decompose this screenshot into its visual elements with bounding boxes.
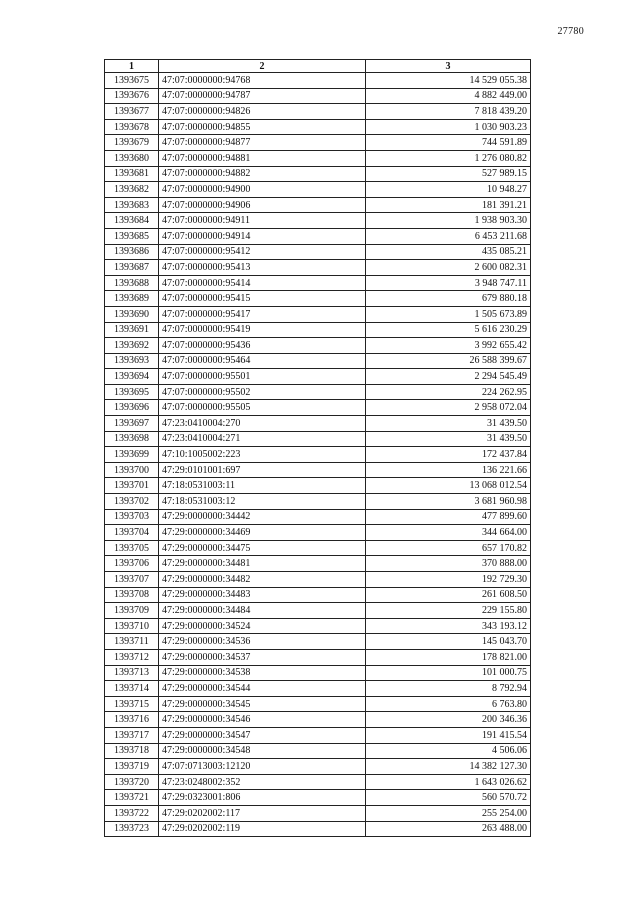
row-number-cell: 1393699 xyxy=(105,447,159,463)
cadastral-number-cell: 47:07:0000000:94911 xyxy=(159,213,366,229)
table-row xyxy=(105,774,531,790)
cadastral-number-cell: 47:07:0000000:95419 xyxy=(159,322,366,338)
value-cell: 1 505 673.89 xyxy=(366,306,531,322)
table-row xyxy=(105,649,531,665)
row-number-cell: 1393706 xyxy=(105,556,159,572)
value-cell: 6 453 211.68 xyxy=(366,228,531,244)
value-cell: 26 588 399.67 xyxy=(366,353,531,369)
table-row xyxy=(105,525,531,541)
row-number-cell: 1393680 xyxy=(105,150,159,166)
table-row xyxy=(105,353,531,369)
cadastral-number-cell: 47:07:0000000:95436 xyxy=(159,338,366,354)
cadastral-number-cell: 47:29:0000000:34548 xyxy=(159,743,366,759)
value-cell: 3 681 960.98 xyxy=(366,494,531,510)
table-row xyxy=(105,696,531,712)
value-cell: 229 155.80 xyxy=(366,603,531,619)
table-row xyxy=(105,244,531,260)
column-header-1: 1 xyxy=(105,60,159,73)
value-cell: 744 591.89 xyxy=(366,135,531,151)
value-cell: 8 792.94 xyxy=(366,681,531,697)
table-row xyxy=(105,805,531,821)
value-cell: 255 254.00 xyxy=(366,805,531,821)
row-number-cell: 1393695 xyxy=(105,384,159,400)
table-row xyxy=(105,509,531,525)
table-row xyxy=(105,572,531,588)
value-cell: 1 276 080.82 xyxy=(366,150,531,166)
cadastral-number-cell: 47:07:0000000:94855 xyxy=(159,119,366,135)
value-cell: 224 262.95 xyxy=(366,384,531,400)
row-number-cell: 1393676 xyxy=(105,88,159,104)
value-cell: 1 938 903.30 xyxy=(366,213,531,229)
value-cell: 145 043.70 xyxy=(366,634,531,650)
value-cell: 4 506.06 xyxy=(366,743,531,759)
table-row xyxy=(105,306,531,322)
table-row xyxy=(105,478,531,494)
row-number-cell: 1393692 xyxy=(105,338,159,354)
header-row xyxy=(105,60,531,73)
value-cell: 172 437.84 xyxy=(366,447,531,463)
value-cell: 10 948.27 xyxy=(366,182,531,198)
value-cell: 344 664.00 xyxy=(366,525,531,541)
column-header-2: 2 xyxy=(159,60,366,73)
table-row xyxy=(105,712,531,728)
row-number-cell: 1393686 xyxy=(105,244,159,260)
cadastral-number-cell: 47:18:0531003:12 xyxy=(159,494,366,510)
value-cell: 6 763.80 xyxy=(366,696,531,712)
row-number-cell: 1393713 xyxy=(105,665,159,681)
table-row xyxy=(105,462,531,478)
row-number-cell: 1393714 xyxy=(105,681,159,697)
value-cell: 679 880.18 xyxy=(366,291,531,307)
value-cell: 3 948 747.11 xyxy=(366,275,531,291)
cadastral-number-cell: 47:07:0000000:94877 xyxy=(159,135,366,151)
value-cell: 4 882 449.00 xyxy=(366,88,531,104)
table-row xyxy=(105,790,531,806)
table-row xyxy=(105,88,531,104)
table-row xyxy=(105,416,531,432)
row-number-cell: 1393684 xyxy=(105,213,159,229)
table-row xyxy=(105,634,531,650)
cadastral-number-cell: 47:29:0000000:34538 xyxy=(159,665,366,681)
cadastral-number-cell: 47:23:0410004:270 xyxy=(159,416,366,432)
row-number-cell: 1393675 xyxy=(105,73,159,89)
cadastral-number-cell: 47:07:0000000:95502 xyxy=(159,384,366,400)
cadastral-number-cell: 47:29:0000000:34547 xyxy=(159,727,366,743)
cadastral-number-cell: 47:29:0000000:34481 xyxy=(159,556,366,572)
row-number-cell: 1393703 xyxy=(105,509,159,525)
table-row xyxy=(105,369,531,385)
table-row xyxy=(105,494,531,510)
table-row xyxy=(105,291,531,307)
table-row xyxy=(105,556,531,572)
cadastral-number-cell: 47:29:0000000:34484 xyxy=(159,603,366,619)
row-number-cell: 1393681 xyxy=(105,166,159,182)
value-cell: 343 193.12 xyxy=(366,618,531,634)
row-number-cell: 1393700 xyxy=(105,462,159,478)
value-cell: 3 992 655.42 xyxy=(366,338,531,354)
table-row xyxy=(105,447,531,463)
row-number-cell: 1393720 xyxy=(105,774,159,790)
cadastral-number-cell: 47:18:0531003:11 xyxy=(159,478,366,494)
cadastral-number-cell: 47:29:0000000:34546 xyxy=(159,712,366,728)
cadastral-number-cell: 47:07:0000000:94826 xyxy=(159,104,366,120)
value-cell: 1 643 026.62 xyxy=(366,774,531,790)
value-cell: 14 529 055.38 xyxy=(366,73,531,89)
value-cell: 477 899.60 xyxy=(366,509,531,525)
row-number-cell: 1393687 xyxy=(105,260,159,276)
cadastral-number-cell: 47:07:0000000:95414 xyxy=(159,275,366,291)
value-cell: 263 488.00 xyxy=(366,821,531,837)
cadastral-number-cell: 47:29:0000000:34544 xyxy=(159,681,366,697)
table-row xyxy=(105,104,531,120)
table-row xyxy=(105,213,531,229)
row-number-cell: 1393721 xyxy=(105,790,159,806)
cadastral-number-cell: 47:07:0000000:95417 xyxy=(159,306,366,322)
cadastral-number-cell: 47:23:0248002:352 xyxy=(159,774,366,790)
value-cell: 1 030 903.23 xyxy=(366,119,531,135)
cadastral-number-cell: 47:29:0000000:34469 xyxy=(159,525,366,541)
table-row xyxy=(105,338,531,354)
value-cell: 2 294 545.49 xyxy=(366,369,531,385)
value-cell: 370 888.00 xyxy=(366,556,531,572)
cadastral-number-cell: 47:10:1005002:223 xyxy=(159,447,366,463)
table-row xyxy=(105,182,531,198)
row-number-cell: 1393697 xyxy=(105,416,159,432)
table-row xyxy=(105,260,531,276)
column-header-3: 3 xyxy=(366,60,531,73)
value-cell: 14 382 127.30 xyxy=(366,759,531,775)
row-number-cell: 1393722 xyxy=(105,805,159,821)
row-number-cell: 1393701 xyxy=(105,478,159,494)
cadastral-number-cell: 47:29:0000000:34482 xyxy=(159,572,366,588)
table-row xyxy=(105,665,531,681)
table-row xyxy=(105,400,531,416)
cadastral-number-cell: 47:29:0000000:34442 xyxy=(159,509,366,525)
page-number: 27780 xyxy=(557,26,584,37)
row-number-cell: 1393688 xyxy=(105,275,159,291)
row-number-cell: 1393694 xyxy=(105,369,159,385)
value-cell: 191 415.54 xyxy=(366,727,531,743)
row-number-cell: 1393693 xyxy=(105,353,159,369)
row-number-cell: 1393718 xyxy=(105,743,159,759)
cadastral-number-cell: 47:07:0000000:95412 xyxy=(159,244,366,260)
value-cell: 200 346.36 xyxy=(366,712,531,728)
table-row xyxy=(105,135,531,151)
table-row xyxy=(105,431,531,447)
row-number-cell: 1393696 xyxy=(105,400,159,416)
value-cell: 435 085.21 xyxy=(366,244,531,260)
row-number-cell: 1393708 xyxy=(105,587,159,603)
cadastral-number-cell: 47:07:0000000:94906 xyxy=(159,197,366,213)
cadastral-number-cell: 47:07:0000000:94882 xyxy=(159,166,366,182)
cadastral-number-cell: 47:07:0000000:94914 xyxy=(159,228,366,244)
value-cell: 192 729.30 xyxy=(366,572,531,588)
cadastral-number-cell: 47:23:0410004:271 xyxy=(159,431,366,447)
cadastral-number-cell: 47:29:0000000:34483 xyxy=(159,587,366,603)
row-number-cell: 1393683 xyxy=(105,197,159,213)
table-row xyxy=(105,681,531,697)
cadastral-number-cell: 47:07:0000000:94881 xyxy=(159,150,366,166)
value-cell: 527 989.15 xyxy=(366,166,531,182)
cadastral-number-cell: 47:07:0000000:95501 xyxy=(159,369,366,385)
table-header xyxy=(105,60,531,73)
row-number-cell: 1393679 xyxy=(105,135,159,151)
row-number-cell: 1393682 xyxy=(105,182,159,198)
cadastral-number-cell: 47:07:0000000:95413 xyxy=(159,260,366,276)
value-cell: 101 000.75 xyxy=(366,665,531,681)
table-row xyxy=(105,119,531,135)
table-row xyxy=(105,384,531,400)
value-cell: 31 439.50 xyxy=(366,431,531,447)
cadastral-number-cell: 47:29:0000000:34545 xyxy=(159,696,366,712)
row-number-cell: 1393716 xyxy=(105,712,159,728)
table-row xyxy=(105,743,531,759)
row-number-cell: 1393704 xyxy=(105,525,159,541)
row-number-cell: 1393685 xyxy=(105,228,159,244)
row-number-cell: 1393691 xyxy=(105,322,159,338)
table-row xyxy=(105,197,531,213)
cadastral-value-table xyxy=(104,59,531,837)
row-number-cell: 1393717 xyxy=(105,727,159,743)
table-body xyxy=(105,73,531,837)
cadastral-number-cell: 47:29:0000000:34524 xyxy=(159,618,366,634)
row-number-cell: 1393678 xyxy=(105,119,159,135)
table-row xyxy=(105,587,531,603)
row-number-cell: 1393711 xyxy=(105,634,159,650)
cadastral-number-cell: 47:07:0000000:94787 xyxy=(159,88,366,104)
table-row xyxy=(105,759,531,775)
value-cell: 2 958 072.04 xyxy=(366,400,531,416)
cadastral-number-cell: 47:29:0323001:806 xyxy=(159,790,366,806)
cadastral-number-cell: 47:07:0713003:12120 xyxy=(159,759,366,775)
row-number-cell: 1393723 xyxy=(105,821,159,837)
value-cell: 7 818 439.20 xyxy=(366,104,531,120)
value-cell: 560 570.72 xyxy=(366,790,531,806)
cadastral-number-cell: 47:07:0000000:95415 xyxy=(159,291,366,307)
row-number-cell: 1393698 xyxy=(105,431,159,447)
table-row xyxy=(105,73,531,89)
row-number-cell: 1393719 xyxy=(105,759,159,775)
cadastral-number-cell: 47:29:0000000:34537 xyxy=(159,649,366,665)
table-row xyxy=(105,618,531,634)
cadastral-number-cell: 47:29:0202002:117 xyxy=(159,805,366,821)
value-cell: 181 391.21 xyxy=(366,197,531,213)
value-cell: 261 608.50 xyxy=(366,587,531,603)
row-number-cell: 1393715 xyxy=(105,696,159,712)
table-row xyxy=(105,603,531,619)
row-number-cell: 1393712 xyxy=(105,649,159,665)
value-cell: 5 616 230.29 xyxy=(366,322,531,338)
row-number-cell: 1393707 xyxy=(105,572,159,588)
row-number-cell: 1393689 xyxy=(105,291,159,307)
cadastral-number-cell: 47:29:0202002:119 xyxy=(159,821,366,837)
table-row xyxy=(105,166,531,182)
value-cell: 136 221.66 xyxy=(366,462,531,478)
cadastral-number-cell: 47:29:0101001:697 xyxy=(159,462,366,478)
value-cell: 178 821.00 xyxy=(366,649,531,665)
cadastral-number-cell: 47:07:0000000:94900 xyxy=(159,182,366,198)
row-number-cell: 1393710 xyxy=(105,618,159,634)
cadastral-number-cell: 47:07:0000000:95505 xyxy=(159,400,366,416)
cadastral-number-cell: 47:07:0000000:95464 xyxy=(159,353,366,369)
cadastral-number-cell: 47:29:0000000:34475 xyxy=(159,540,366,556)
cadastral-number-cell: 47:29:0000000:34536 xyxy=(159,634,366,650)
table-row xyxy=(105,727,531,743)
row-number-cell: 1393709 xyxy=(105,603,159,619)
row-number-cell: 1393702 xyxy=(105,494,159,510)
value-cell: 2 600 082.31 xyxy=(366,260,531,276)
value-cell: 31 439.50 xyxy=(366,416,531,432)
row-number-cell: 1393705 xyxy=(105,540,159,556)
table-row xyxy=(105,821,531,837)
row-number-cell: 1393677 xyxy=(105,104,159,120)
table-row xyxy=(105,228,531,244)
table-row xyxy=(105,275,531,291)
table-row xyxy=(105,540,531,556)
table-row xyxy=(105,150,531,166)
row-number-cell: 1393690 xyxy=(105,306,159,322)
cadastral-number-cell: 47:07:0000000:94768 xyxy=(159,73,366,89)
table-row xyxy=(105,322,531,338)
value-cell: 657 170.82 xyxy=(366,540,531,556)
value-cell: 13 068 012.54 xyxy=(366,478,531,494)
